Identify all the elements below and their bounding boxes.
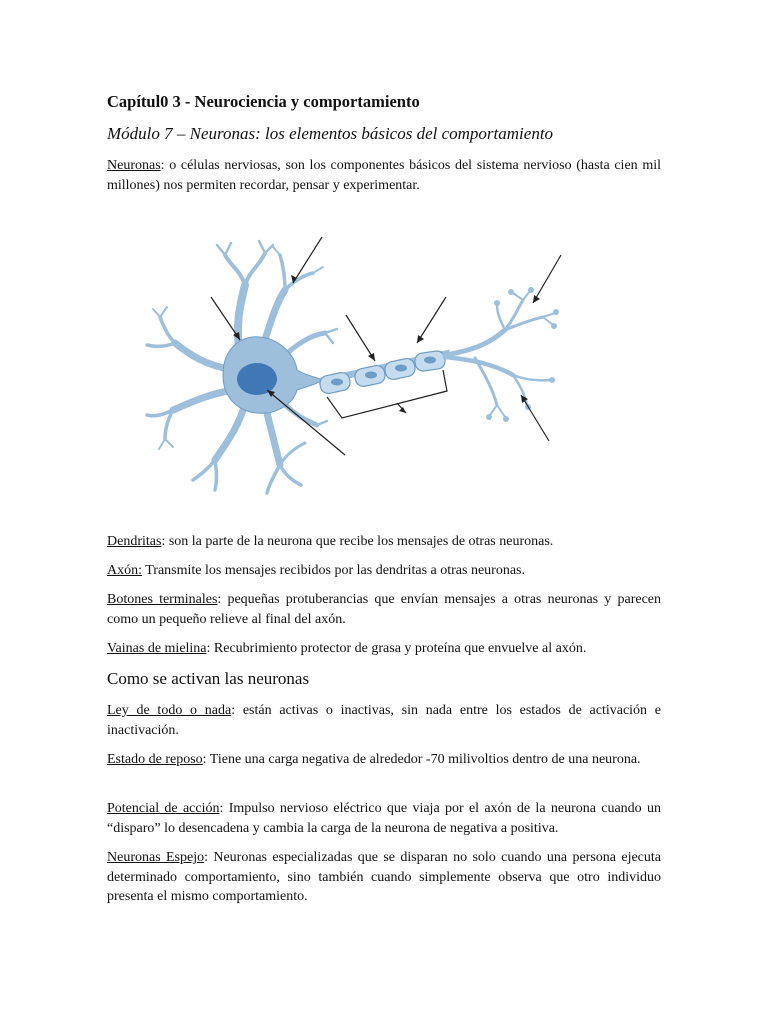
chapter-title: Capítul0 3 - Neurociencia y comportamiento (107, 92, 420, 111)
term-axon: Axón: (107, 563, 142, 578)
nucleus (237, 363, 277, 395)
myelin-nucleus (365, 372, 377, 379)
definition-text: : son la parte de la neurona que recibe los mensajes de otras neuronas. (161, 534, 554, 549)
definition-text: : pequeñas protuberancias que envían mensajes a otras neuronas y parecen como un pequeño relieve al final del axón. (107, 592, 661, 627)
term-vainas-mielina: Vainas de mielina (107, 641, 207, 656)
arrowhead (399, 407, 406, 413)
terminal-button (553, 309, 559, 315)
intro-paragraph (107, 156, 661, 195)
neuron-illustration (147, 241, 559, 493)
term-ley-todo-o-nada: Ley de todo o nada (107, 703, 232, 718)
myelin-nucleus (331, 379, 343, 386)
arrowhead (417, 335, 424, 343)
arrow-terminal-top (533, 255, 561, 303)
myelin-sheaths (318, 350, 446, 395)
definition-vainas-mielina (107, 639, 661, 659)
intro-text: : o células nerviosas, son los componentes básicos del sistema nervioso (hasta cien mil millones) nos permiten recordar, pensar y experimentar. (107, 158, 661, 193)
module-title: Módulo 7 – Neuronas: los elementos básicos del comportamiento (107, 124, 554, 143)
activation-text: : están activas o inactivas, sin nada entre los estados de activación e inactivación. (107, 703, 661, 738)
axon-terminals (445, 291, 555, 417)
term-dendritas: Dendritas (107, 534, 162, 549)
arrowhead (368, 353, 375, 361)
term-botones-terminales: Botones terminales (107, 592, 218, 607)
activation-neuronas-espejo (107, 848, 661, 907)
activation-text: : Neuronas especializadas que se disparan no solo cuando una persona ejecuta determinado comportamiento, sino también cuando simplemente observa que otro individuo presenta el mismo comportamiento. (107, 850, 661, 904)
terminal-button (494, 300, 500, 306)
definition-dendritas (107, 532, 661, 552)
definition-axon (107, 561, 661, 581)
arrow-terminal-bottom (521, 395, 549, 441)
definition-text: Transmite los mensajes recibidos por las dendritas a otras neuronas. (142, 563, 525, 578)
activation-estado-reposo (107, 750, 661, 770)
definition-text: : Recubrimiento protector de grasa y proteína que envuelve al axón. (206, 641, 587, 656)
terminal-button (528, 287, 534, 293)
term-potencial-accion: Potencial de acción (107, 801, 220, 816)
terminal-button (503, 416, 509, 422)
myelin-nucleus (424, 357, 436, 364)
terminal-button (486, 414, 492, 420)
activation-potencial-accion (107, 799, 661, 838)
term-estado-reposo: Estado de reposo (107, 752, 203, 767)
arrow-myelin-left (346, 315, 375, 361)
terminal-button (508, 289, 514, 295)
terminal-button (549, 377, 555, 383)
section-title: Como se activan las neuronas (107, 669, 310, 688)
activation-todo-o-nada (107, 701, 661, 740)
myelin-nucleus (395, 365, 407, 372)
term-neuronas-espejo: Neuronas Espejo (107, 850, 205, 865)
term-neuronas: Neuronas (107, 158, 161, 173)
definition-botones-terminales (107, 590, 661, 629)
neuron-diagram (145, 225, 575, 500)
terminal-button (551, 323, 557, 329)
arrow-nucleus (267, 390, 345, 455)
activation-text: : Impulso nervioso eléctrico que viaja por el axón de la neurona cuando un “disparo” lo desencadena y cambia la carga de la neurona de negativa a positiva. (107, 801, 662, 836)
activation-text: : Tiene una carga negativa de alrededor -70 milivoltios dentro de una neurona. (202, 752, 641, 767)
arrow-myelin-right (417, 297, 446, 343)
